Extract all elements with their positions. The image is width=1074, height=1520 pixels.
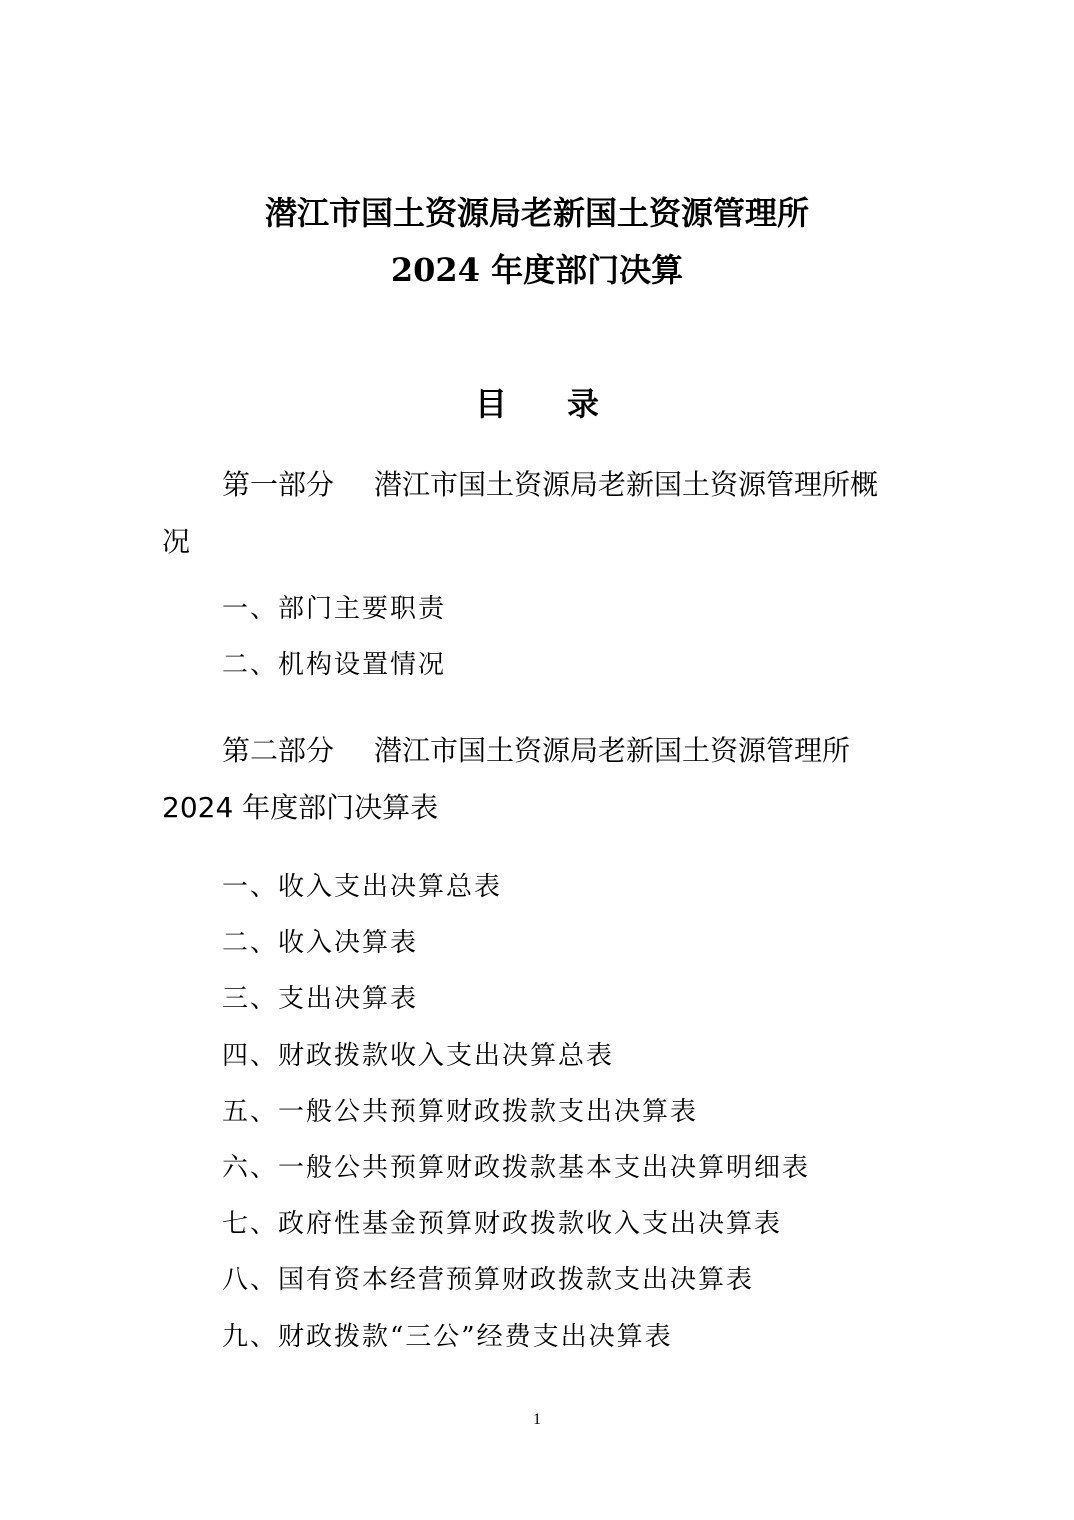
toc-heading: 目录 bbox=[474, 385, 659, 423]
toc-item: 一、收入支出决算总表 bbox=[222, 872, 503, 902]
toc-item: 四、财政拨款收入支出决算总表 bbox=[222, 1041, 615, 1071]
toc-item: 一、部门主要职责 bbox=[222, 594, 447, 624]
part1-label: 第一部分 bbox=[222, 468, 335, 501]
toc-item: 三、支出决算表 bbox=[222, 984, 419, 1014]
toc-item: 六、一般公共预算财政拨款基本支出决算明细表 bbox=[222, 1153, 811, 1183]
toc-item: 八、国有资本经营预算财政拨款支出决算表 bbox=[222, 1265, 755, 1295]
page-number: 1 bbox=[533, 1411, 541, 1428]
part2-title-line2: 2024 年度部门决算表 bbox=[162, 791, 439, 824]
document-title-line1: 潜江市国土资源局老新国土资源管理所 bbox=[264, 194, 809, 232]
document-title-line2: 2024 年度部门决算 bbox=[390, 251, 684, 289]
toc-item: 五、一般公共预算财政拨款支出决算表 bbox=[222, 1097, 699, 1127]
part1-heading bbox=[222, 467, 878, 503]
toc-item: 二、收入决算表 bbox=[222, 928, 419, 958]
toc-item: 二、机构设置情况 bbox=[222, 650, 447, 680]
part2-title-line1: 潜江市国土资源局老新国土资源管理所 bbox=[374, 734, 851, 767]
toc-item: 七、政府性基金预算财政拨款收入支出决算表 bbox=[222, 1209, 783, 1239]
toc-item: 九、财政拨款“三公”经费支出决算表 bbox=[222, 1322, 673, 1352]
part1-title-line1: 潜江市国土资源局老新国土资源管理所概 bbox=[374, 468, 879, 501]
part2-label: 第二部分 bbox=[222, 734, 335, 767]
part1-title-line2: 况 bbox=[162, 525, 191, 558]
part2-heading bbox=[222, 733, 850, 769]
